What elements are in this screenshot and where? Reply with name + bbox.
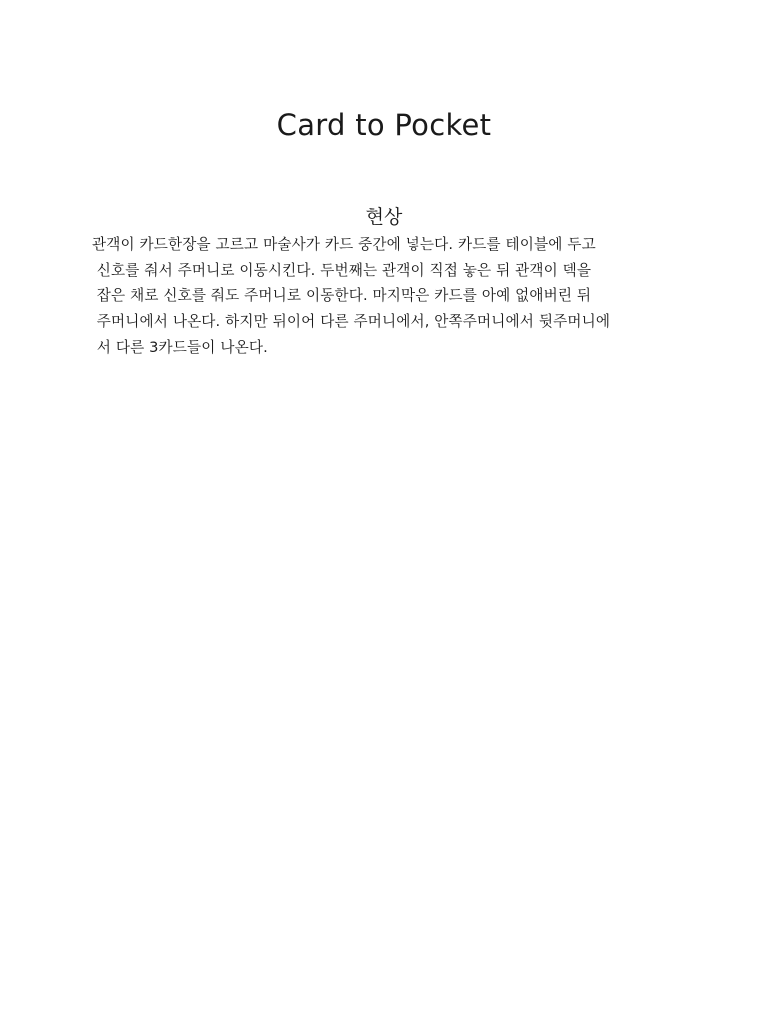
body-paragraph: [92, 232, 682, 361]
body-line: 잡은 채로 신호를 줘도 주머니로 이동한다. 마지막은 카드를 아예 없애버린 뒤: [92, 287, 592, 305]
body-line: 신호를 줘서 주머니로 이동시킨다. 두번째는 관객이 직접 놓은 뒤 관객이 덱을: [92, 261, 592, 279]
body-line: 관객이 카드한장을 고르고 마술사가 카드 중간에 넣는다. 카드를 테이블에 두고: [92, 236, 596, 253]
document-title: Card to Pocket: [276, 108, 492, 142]
body-line: 주머니에서 나온다. 하지만 뒤이어 다른 주머니에서, 안쪽주머니에서 뒷주머니에: [92, 313, 611, 331]
body-line: 서 다른 3카드들이 나온다.: [92, 338, 268, 356]
section-heading: 현상: [365, 206, 403, 228]
